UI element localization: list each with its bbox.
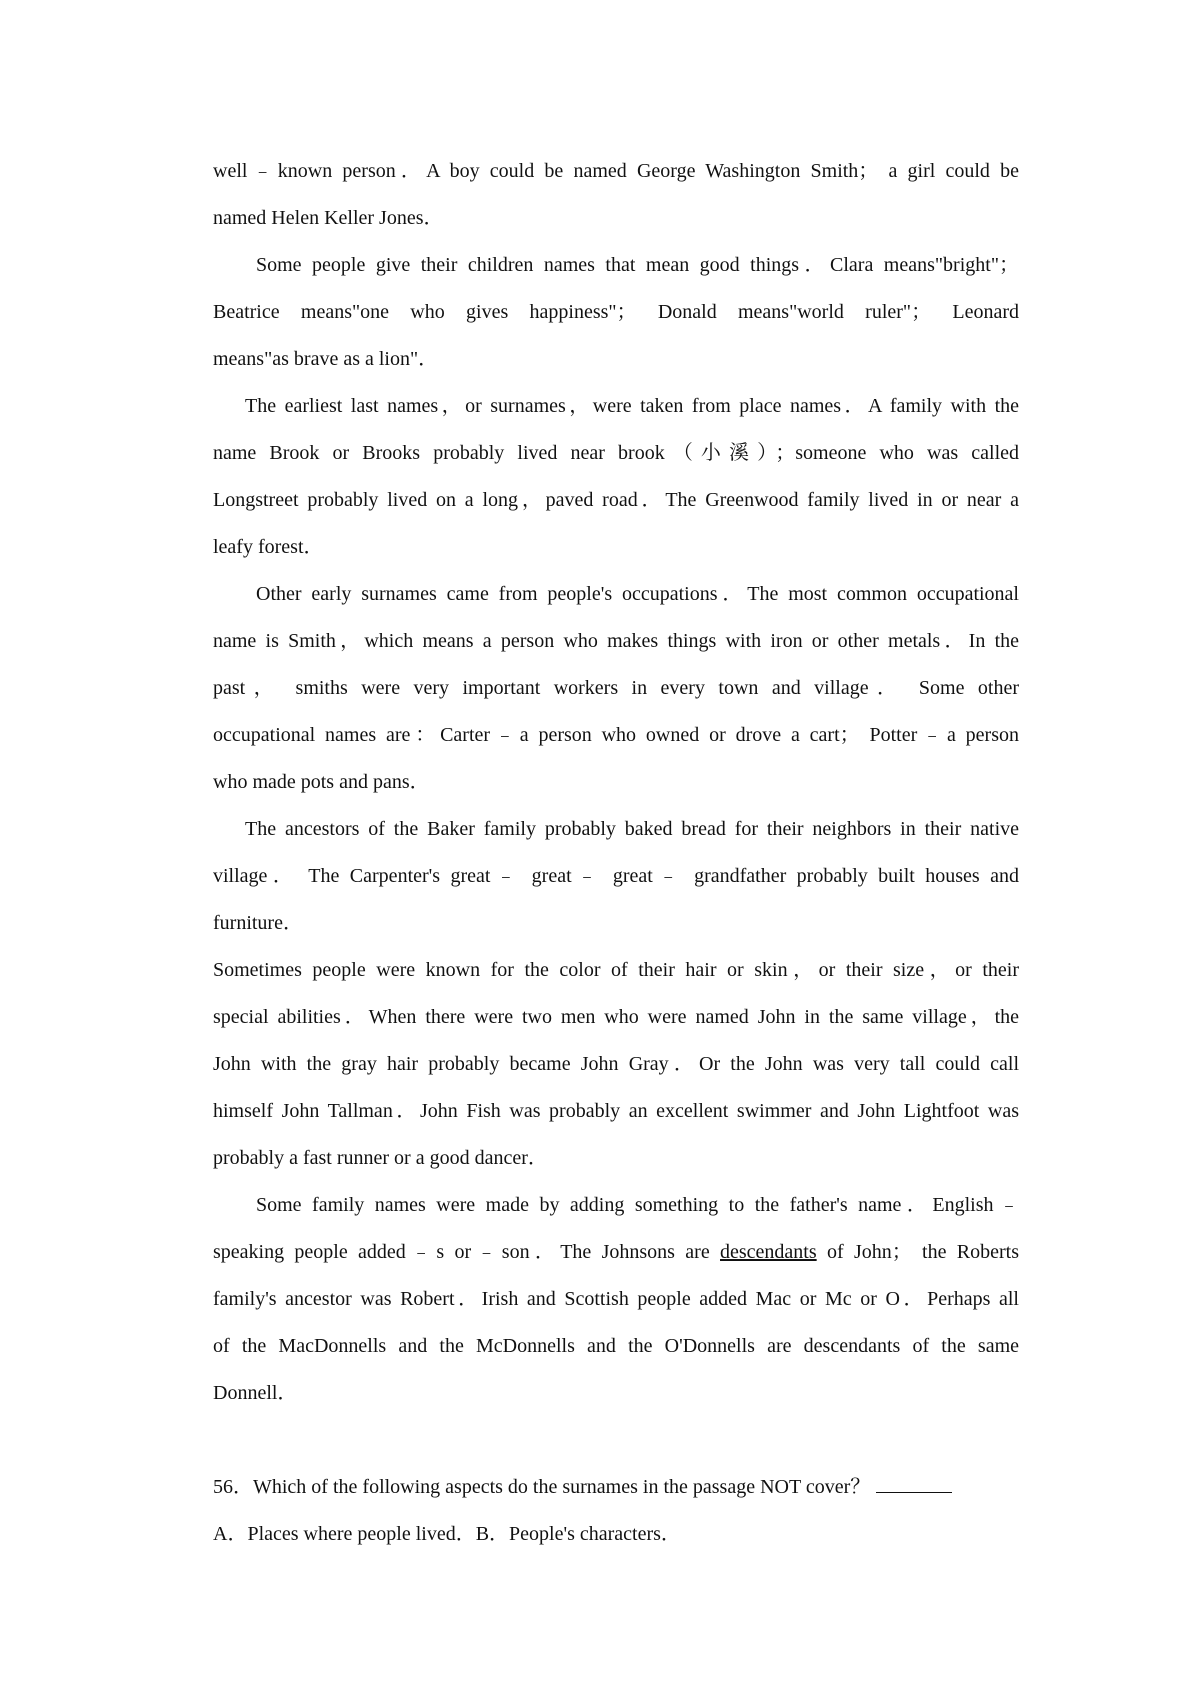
question-stem (213, 1464, 1019, 1511)
text-line: Sometimes people were known for the color of their hair or skin，or their size，or their (213, 959, 1019, 981)
text-line: special abilities．When there were two men who were named John in the same village，the (213, 1006, 1019, 1028)
text-line: of the MacDonnells and the McDonnells and the O'Donnells are descendants of the same (213, 1335, 1019, 1357)
text-line: name is Smith，which means a person who makes things with iron or other metals．In the (213, 630, 1019, 652)
text-line: family's ancestor was Robert．Irish and Scottish people added Mac or Mc or O．Perhaps all (213, 1288, 1019, 1310)
answer-blank[interactable] (876, 1491, 952, 1493)
text-line: The ancestors of the Baker family probably baked bread for their neighbors in their native (245, 818, 1019, 840)
text-line: occupational names are：Carter﹣a person who owned or drove a cart； Potter﹣a person (213, 724, 1019, 746)
text-segment: speaking people added﹣s or﹣son．The Johnsons are (213, 1241, 721, 1263)
text-line: John with the gray hair probably became John Gray．Or the John was very tall could call (213, 1053, 1019, 1075)
text-segment: of John； the Roberts (816, 1241, 1020, 1263)
text-line: named Helen Keller Jones． (213, 207, 444, 229)
text-line: Other early surnames came from people's occupations．The most common occupational (256, 583, 1019, 605)
text-line: name Brook or Brooks probably lived near brook（小溪）；someone who was called (213, 442, 1019, 464)
text-line: Beatrice means"one who gives happiness"； Donald means"world ruler"； Leonard (213, 301, 1019, 323)
paragraph-7 (213, 1182, 1019, 1417)
paragraph-2 (213, 242, 1019, 383)
text-line: probably a fast runner or a good dancer． (213, 1147, 548, 1169)
text-line: The earliest last names，or surnames，were taken from place names．A family with the (245, 395, 1019, 417)
question-options: A．Places where people lived．B．People's characters． (213, 1523, 681, 1545)
question-text: 56．Which of the following aspects do the surnames in the passage NOT cover？ (213, 1476, 871, 1498)
paragraph-6 (213, 947, 1019, 1182)
text-line: Longstreet probably lived on a long，paved road．The Greenwood family lived in or near a (213, 489, 1019, 511)
text-line: Donnell． (213, 1382, 298, 1404)
text-line: leafy forest． (213, 536, 324, 558)
text-line: who made pots and pans． (213, 771, 430, 793)
text-line: Some family names were made by adding something to the father's name．English﹣ (256, 1194, 1019, 1216)
text-line (213, 1229, 1019, 1276)
text-line: well﹣known person．A boy could be named George Washington Smith； a girl could be (213, 160, 1019, 182)
text-line: Some people give their children names that mean good things．Clara means"bright"； (256, 254, 1019, 276)
paragraph-4 (213, 571, 1019, 806)
text-line: furniture． (213, 912, 303, 934)
paragraph-3 (213, 383, 1019, 571)
underlined-word: descendants (720, 1241, 817, 1263)
question-56 (213, 1464, 1019, 1558)
paragraph-5 (213, 806, 1019, 947)
text-line: means"as brave as a lion"． (213, 348, 439, 370)
paragraph-1 (213, 148, 1019, 242)
text-line: himself John Tallman．John Fish was probably an excellent swimmer and John Lightfoot was (213, 1100, 1019, 1122)
passage-content (213, 148, 1019, 1558)
text-line: village． The Carpenter's great﹣ great﹣ great﹣ grandfather probably built houses and (213, 865, 1019, 887)
spacer (213, 1417, 1019, 1464)
text-line: past， smiths were very important workers in every town and village． Some other (213, 677, 1019, 699)
